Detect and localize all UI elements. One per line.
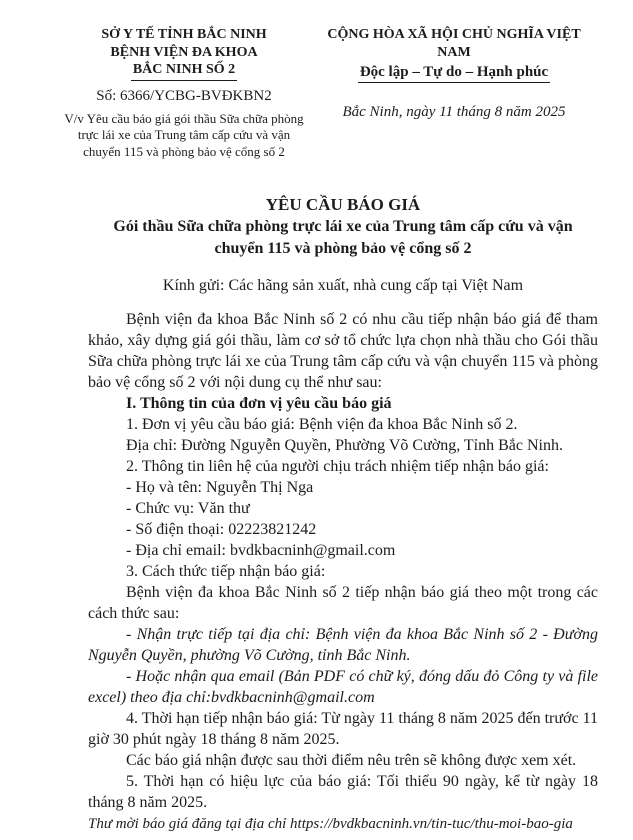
place-and-date: Bắc Ninh, ngày 11 tháng 8 năm 2025 [342,104,566,120]
contact-email: - Địa chỉ email: bvdkbacninh@gmail.com [126,542,396,559]
item-4-deadline: 4. Thời hạn tiếp nhận báo giá: Từ ngày 11 tháng 8 năm 2025 đến trước 11 giờ 30 phút ngày 18 tháng 8 năm 2025. [88,710,598,748]
contact-position: - Chức vụ: Văn thư [126,500,250,517]
section-1-heading: I. Thông tin của đơn vị yêu cầu báo giá [126,395,392,412]
item-2-contact-heading: 2. Thông tin liên hệ của người chịu trách nhiệm tiếp nhận báo giá: [126,458,549,475]
intro-paragraph: Bệnh viện đa khoa Bắc Ninh số 2 có nhu cầu tiếp nhận báo giá để tham khảo, xây dựng giá gói thầu, làm cơ sở tổ chức lựa chọn nhà thầu cho Gói thầu Sữa chữa phòng trực lái xe của Trung tâm cấp cứu và vận chuyển 115 và phòng bảo vệ cổng số 2 với nội dung cụ thể như sau: [88,311,598,391]
national-motto-line1: CỘNG HÒA XÃ HỘI CHỦ NGHĨA VIỆT NAM [327,27,581,60]
item-3-option-direct: - Nhận trực tiếp tại địa chỉ: Bệnh viện đa khoa Bắc Ninh số 2 - Đường Nguyễn Quyền, phường Võ Cường, tỉnh Bắc Ninh. [88,626,598,664]
salutation-line: Kính gửi: Các hãng sản xuất, nhà cung cấp tại Việt Nam [162,277,524,294]
issuer-org-name-line2: BẮC NINH SỐ 2 [58,61,310,81]
item-5-validity: 5. Thời hạn có hiệu lực của báo giá: Tối thiểu 90 ngày, kể từ ngày 18 tháng 8 năm 2025. [88,773,598,811]
item-1-requesting-unit: 1. Đơn vị yêu cầu báo giá: Bệnh viện đa khoa Bắc Ninh số 2. [126,416,518,433]
contact-name: - Họ và tên: Nguyễn Thị Nga [126,479,314,496]
item-1-address: Địa chỉ: Đường Nguyễn Quyền, Phường Võ Cường, Tỉnh Bắc Ninh. [126,437,563,454]
item-3-intro: Bệnh viện đa khoa Bắc Ninh số 2 tiếp nhận báo giá theo một trong các cách thức sau: [88,584,598,622]
document-title: YÊU CẦU BÁO GIÁ [265,195,421,214]
document-subject-abstract: V/v Yêu cầu báo giá gói thầu Sữa chữa phòng trực lái xe của Trung tâm cấp cứu và vận chuyển 115 và phòng bảo vệ cổng số 2 [64,110,304,159]
document-header [58,26,598,160]
issuer-block [58,26,310,160]
document-body [88,194,598,835]
issuer-parent-org: SỞ Y TẾ TỈNH BẮC NINH [101,27,267,42]
item-3-option-email: - Hoặc nhận qua email (Bản PDF có chữ ký, đóng dấu đỏ Công ty và file excel) theo địa chỉ:bvdkbacninh@gmail.com [88,668,598,706]
document-number: Số: 6366/YCBG-BVĐKBN2 [96,87,272,104]
footer-url-note: Thư mời báo giá đăng tại địa chỉ https://bvdkbacninh.vn/tin-tuc/thu-moi-bao-gia [88,816,573,832]
national-motto-block [310,26,598,160]
item-3-heading: 3. Cách thức tiếp nhận báo giá: [126,563,326,580]
document-subtitle: Gói thầu Sữa chữa phòng trực lái xe của Trung tâm cấp cứu và vận chuyển 115 và phòng bảo vệ cổng số 2 [113,218,573,257]
late-quotes-note: Các báo giá nhận được sau thời điểm nêu trên sẽ không được xem xét. [126,752,577,769]
national-motto-line2: Độc lập – Tự do – Hạnh phúc [310,64,598,83]
contact-phone: - Số điện thoại: 02223821242 [126,521,317,538]
issuer-org-name-line1: BỆNH VIỆN ĐA KHOA [110,44,258,60]
